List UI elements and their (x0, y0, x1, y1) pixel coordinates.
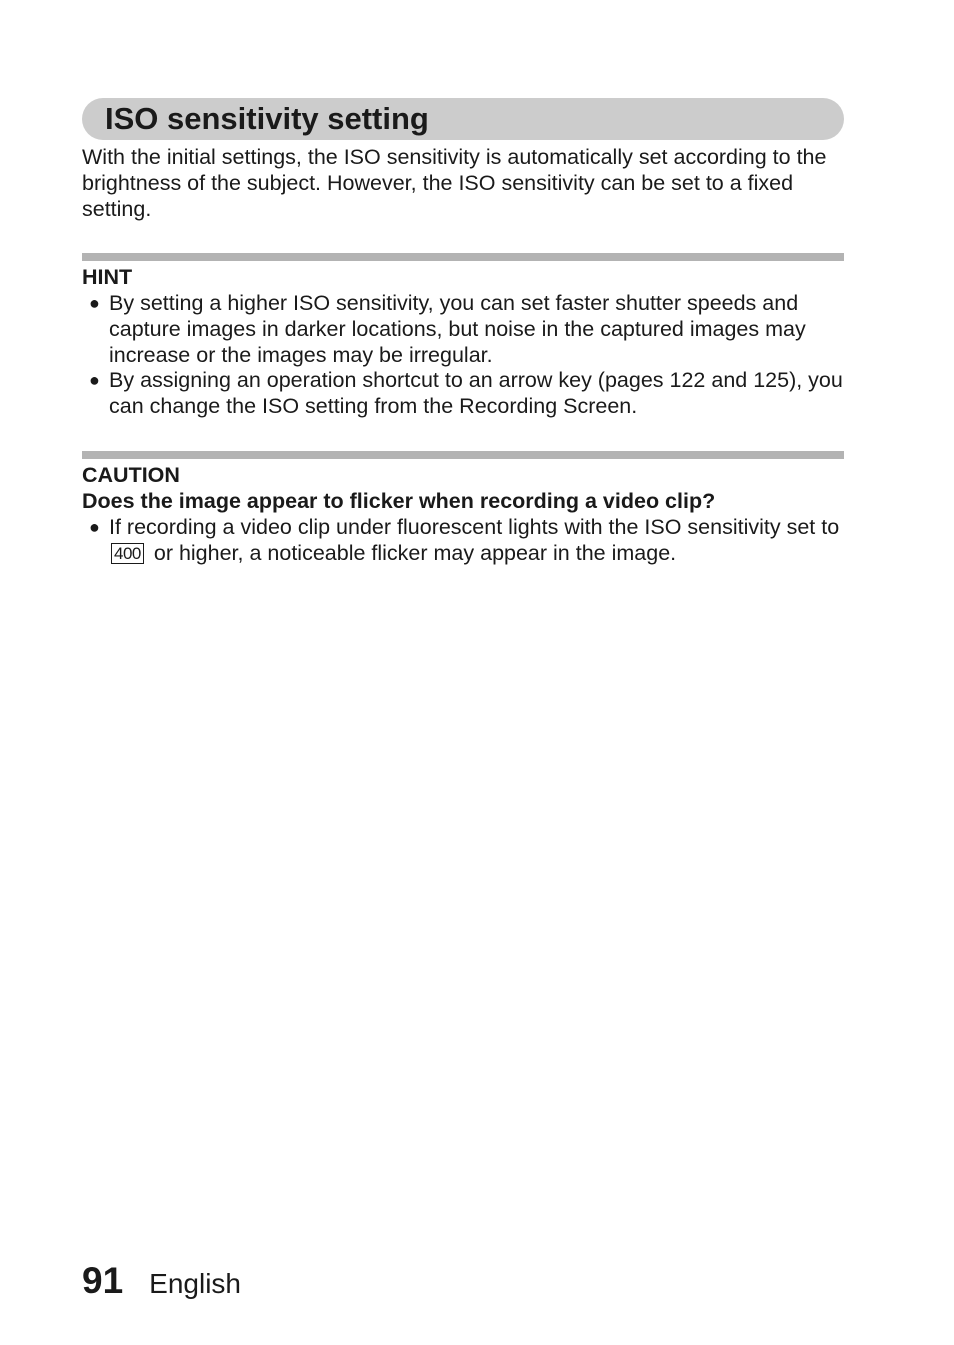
section-title-bar (82, 98, 844, 140)
caution-question: Does the image appear to flicker when recording a video clip? (82, 489, 716, 513)
hint-bullet-text: By setting a higher ISO sensitivity, you can set faster shutter speeds and capture images in darker locations, but noise in the captured images may increase or the images may be irregular. (109, 291, 806, 367)
page-number: 91 (82, 1260, 124, 1301)
caution-label: CAUTION (82, 463, 180, 487)
caution-list (82, 515, 852, 567)
intro-paragraph: With the initial settings, the ISO sensitivity is automatically set according to the brightness of the subject. However, the ISO sensitivity can be set to a fixed setting. (82, 145, 827, 221)
caution-bullet-text-end: or higher, a noticeable flicker may appear in the image. (153, 540, 677, 565)
hint-bullet-1 (82, 291, 852, 368)
hint-bullet-text: By assigning an operation shortcut to an arrow key (pages 122 and 125), you can change the ISO setting from the Recording Screen. (109, 368, 843, 419)
iso-400-icon: 400 (111, 543, 144, 564)
caution-bullet-text-start: If recording a video clip under fluorescent lights with the ISO sensitivity set to (109, 515, 840, 539)
hint-list (82, 291, 852, 420)
caution-divider (82, 451, 844, 459)
page-title: ISO sensitivity setting (105, 101, 429, 136)
bullet-icon: ● (89, 293, 100, 313)
hint-divider (82, 253, 844, 261)
hint-label: HINT (82, 265, 133, 289)
caution-bullet (82, 515, 852, 567)
hint-bullet-2 (82, 368, 852, 420)
bullet-icon: ● (89, 517, 100, 537)
bullet-icon: ● (89, 370, 100, 391)
language-label: English (149, 1268, 241, 1299)
page-footer (82, 1259, 241, 1306)
